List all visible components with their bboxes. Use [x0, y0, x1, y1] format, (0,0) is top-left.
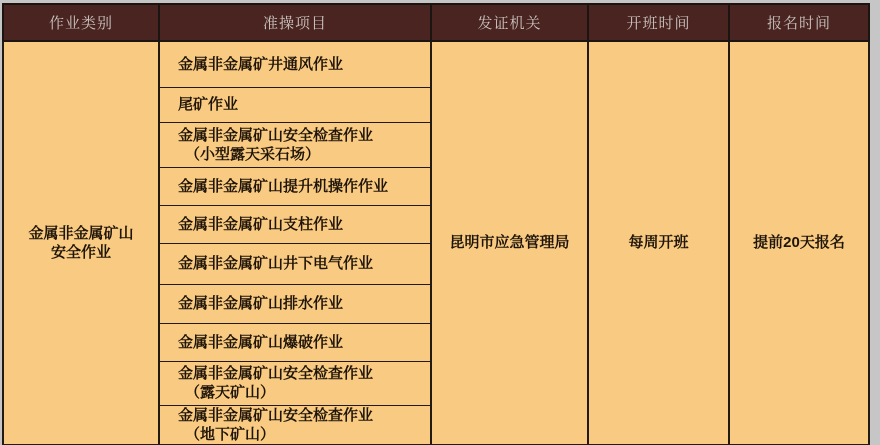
- permitted-item-cell: [159, 405, 431, 444]
- course-table: [2, 3, 870, 445]
- item-text: 金属非金属矿山支柱作业: [178, 215, 344, 233]
- permitted-item-cell: [159, 323, 431, 361]
- table-frame: [2, 3, 868, 441]
- item-text: 金属非金属矿山排水作业: [178, 295, 344, 312]
- issuing-authority-cell: 昆明市应急管理局: [431, 41, 588, 444]
- item-text: 金属非金属矿山爆破作业: [178, 333, 344, 351]
- job-category-line1: 金属非金属矿山: [28, 224, 134, 242]
- permitted-item-cell: [159, 243, 431, 284]
- permitted-item-cell: [159, 361, 431, 405]
- job-category-line2: 安全作业: [50, 243, 111, 261]
- item-text: 金属非金属矿山井下电气作业: [178, 255, 374, 272]
- permitted-item-cell: [159, 122, 431, 167]
- item-text: 金属非金属矿井通风作业: [178, 55, 344, 73]
- permitted-item-cell: [159, 87, 431, 122]
- item-text: 金属非金属矿山安全检查作业: [178, 126, 374, 144]
- item-text-line2: （小型露天采石场）: [185, 145, 321, 163]
- table-row: [3, 41, 869, 87]
- table-header-row: [3, 4, 869, 41]
- registration-cell: 提前20天报名: [729, 41, 869, 444]
- item-text: 金属非金属矿山安全检查作业: [178, 406, 374, 424]
- job-category-cell: [3, 41, 159, 444]
- class-start-cell: 每周开班: [588, 41, 729, 444]
- item-text: 金属非金属矿山安全检查作业: [178, 365, 374, 382]
- permitted-item-cell: [159, 205, 431, 243]
- header-issuing-authority: 发证机关: [431, 4, 588, 41]
- header-job-category: 作业类别: [3, 4, 159, 41]
- item-text-line2: （露天矿山）: [185, 384, 276, 401]
- item-text: 尾矿作业: [178, 96, 239, 113]
- header-registration-time: 报名时间: [729, 4, 869, 41]
- header-class-start-time: 开班时间: [588, 4, 729, 41]
- item-text-line2: （地下矿山）: [185, 425, 276, 443]
- header-permitted-items: 准操项目: [159, 4, 431, 41]
- item-text: 金属非金属矿山提升机操作作业: [178, 177, 389, 195]
- permitted-item-cell: [159, 284, 431, 323]
- permitted-item-cell: [159, 167, 431, 205]
- permitted-item-cell: [159, 41, 431, 87]
